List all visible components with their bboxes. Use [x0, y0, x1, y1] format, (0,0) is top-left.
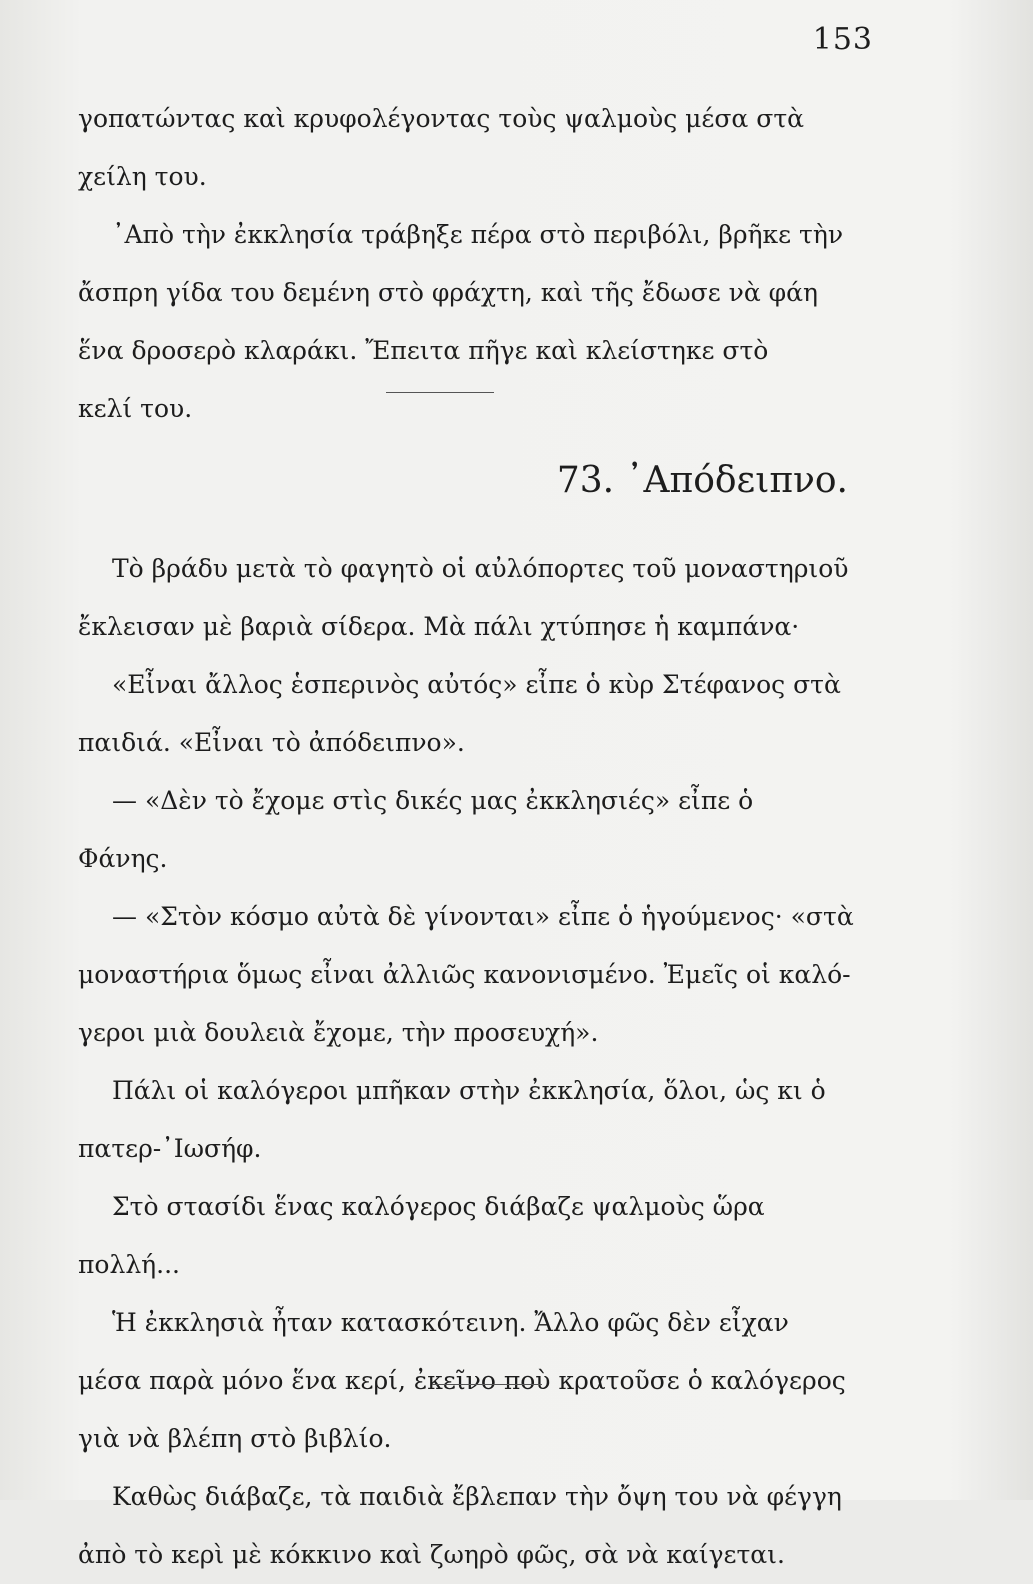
text-line: «Εἶναι ἄλλος ἑσπερινὸς αὐτός» εἶπε ὁ κὺρ Στέφανος στὰ: [112, 670, 841, 699]
text-line: Στὸ στασίδι ἕνας καλόγερος διάβαζε ψαλμοὺς ὥρα: [112, 1192, 765, 1221]
text-line: μέσα παρὰ μόνο ἕνα κερί, ἐκεῖνο ποὺ κρατοῦσε ὁ καλόγερος: [78, 1366, 846, 1395]
text-line: ἕνα δροσερὸ κλαράκι. Ἔπειτα πῆγε καὶ κλείστηκε στὸ: [78, 336, 769, 365]
text-line: γεροι μιὰ δουλειὰ ἔχομε, τὴν προσευχή».: [78, 1018, 599, 1047]
text-line: πατερ-᾿Ιωσήφ.: [78, 1134, 262, 1163]
text-line: — «Στὸν κόσμο αὐτὰ δὲ γίνονται» εἶπε ὁ ἡγούμενος· «στὰ: [112, 902, 854, 931]
text-line: ἄσπρη γίδα του δεμένη στὸ φράχτη, καὶ τῆς ἔδωσε νὰ φάη: [78, 278, 819, 307]
text-line: Ἡ ἐκκλησιὰ ἦταν κατασκότεινη. Ἄλλο φῶς δὲν εἶχαν: [112, 1308, 789, 1337]
page-number: 153: [812, 22, 873, 57]
text-line: γοπατώντας καὶ κρυφολέγοντας τοὺς ψαλμοὺς μέσα στὰ: [78, 104, 805, 133]
text-line: πολλή...: [78, 1250, 180, 1279]
section-1-text: [78, 90, 878, 438]
end-divider: [432, 1384, 542, 1385]
text-line: Πάλι οἱ καλόγεροι μπῆκαν στὴν ἐκκλησία, ὅλοι, ὡς κι ὁ: [112, 1076, 826, 1105]
text-line: ᾿Απὸ τὴν ἐκκλησία τράβηξε πέρα στὸ περιβόλι, βρῆκε τὴν: [112, 220, 844, 249]
section-divider: [386, 392, 494, 393]
text-line: Φάνης.: [78, 844, 168, 873]
text-line: παιδιά. «Εἶναι τὸ ἀπόδειπνο».: [78, 728, 465, 757]
text-line: — «Δὲν τὸ ἔχομε στὶς δικές μας ἐκκλησιές» εἶπε ὁ: [112, 786, 754, 815]
text-line: γιὰ νὰ βλέπη στὸ βιβλίο.: [78, 1424, 392, 1453]
text-line: χείλη του.: [78, 162, 207, 191]
text-line: ἔκλεισαν μὲ βαριὰ σίδερα. Μὰ πάλι χτύπησε ἡ καμπάνα·: [78, 612, 800, 641]
text-line: ἀπὸ τὸ κερὶ μὲ κόκκινο καὶ ζωηρὸ φῶς, σὰ νὰ καίγεται.: [78, 1540, 785, 1569]
chapter-title: 73. ᾿Απόδειπνο.: [556, 460, 848, 501]
section-2-text: [78, 540, 878, 1584]
text-line: μοναστήρια ὅμως εἶναι ἀλλιῶς κανονισμένο. Ἐμεῖς οἱ καλό-: [78, 960, 851, 989]
text-line: κελί του.: [78, 394, 193, 423]
text-line: Καθὼς διάβαζε, τὰ παιδιὰ ἔβλεπαν τὴν ὄψη του νὰ φέγγη: [112, 1482, 842, 1511]
text-line: Τὸ βράδυ μετὰ τὸ φαγητὸ οἱ αὐλόπορτες τοῦ μοναστηριοῦ: [112, 554, 849, 583]
